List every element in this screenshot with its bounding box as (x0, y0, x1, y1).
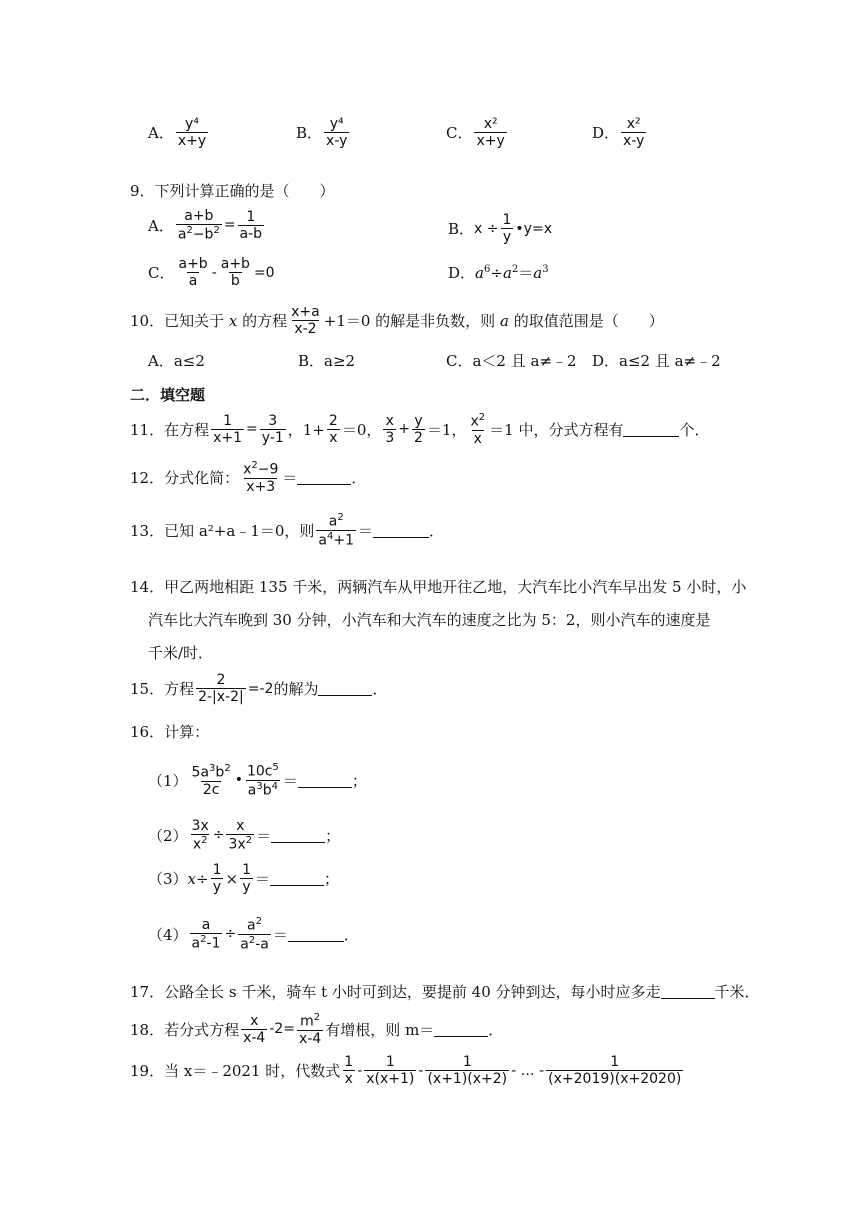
q10-option-b: B．a≥2 (298, 352, 356, 370)
q11: 11．在方程 $\frac{1}{x+1}$ = $\frac{3}{y-1}$ ，1+ $\frac{2}{x}$ ＝0， $\frac{x}{3}$ + $\frac{y}{2}$ ＝1， $\frac{x^2}{x}$ ＝1 中，分式方程有 个． (130, 412, 710, 447)
q8-options (148, 116, 648, 149)
q9-option-c: C． $\frac{a+b}{a}$ - $\frac{a+b}{b}$ =0 (148, 256, 275, 290)
q8-option-a: A． $\frac{\text{y⁴}}{x+y}$ (148, 116, 207, 150)
q17: 17．公路全长 s 千米，骑车 t 小时可到达，要提前 40 分钟到达，每小时应多走 千米． (130, 983, 760, 1001)
q16-part4: （4） $\frac{a}{a^2-1}$ ÷ $\frac{a^2}{a^2-a}$ ＝ ． (148, 916, 359, 953)
q12-answer-blank[interactable] (297, 470, 351, 485)
q10-options (148, 350, 721, 371)
q8-option-b: B． $\frac{\text{y⁴}}{x-y}$ (296, 116, 348, 150)
q17-answer-blank[interactable] (661, 984, 715, 999)
q16-part2: （2） $\frac{3x}{x^2}$ ÷ $\frac{x}{3x^2}$ ＝ ； (148, 818, 341, 853)
q13: 13．已知 a²+a﹣1＝0，则 $\frac{a^2}{a^4+1}$ ＝ ． (130, 512, 445, 549)
q8-option-d: D． $\frac{\text{x²}}{x-y}$ (592, 116, 645, 150)
q16-part3: （3） x÷ $\frac{1}{y}$ × $\frac{1}{y}$ ＝ ； (148, 862, 340, 896)
q14-line1: 14．甲乙两地相距 135 千米，两辆汽车从甲地开往乙地，大汽车比小汽车早出发 5 小时，小 (130, 578, 747, 596)
q14-line2: 汽车比大汽车晚到 30 分钟，小汽车和大汽车的速度之比为 5：2，则小汽车的速度是 (148, 611, 711, 629)
q16-part2-blank[interactable] (271, 828, 325, 843)
q11-answer-blank[interactable] (623, 422, 679, 437)
q8-option-c: C． $\frac{\text{x²}}{x+y}$ (446, 116, 505, 150)
q15-answer-blank[interactable] (318, 681, 372, 696)
q10-stem: 10．已知关于 x 的方程 $\frac{x+a}{x-2}$ +1＝0 的解是非负数，则 a 的取值范围是（ ） (130, 304, 664, 338)
q13-answer-blank[interactable] (373, 523, 429, 538)
section-title: 二．填空题 (130, 386, 206, 404)
q10-option-c: C．a＜2 且 a≠﹣2 (446, 352, 577, 370)
q18-answer-blank[interactable] (434, 1022, 488, 1037)
q10-option-d: D．a≤2 且 a≠﹣2 (592, 352, 721, 370)
q10-option-a: A．a≤2 (148, 352, 205, 370)
q16-part3-blank[interactable] (270, 871, 324, 886)
q12: 12．分式化简： $\frac{x^2-9}{x+3}$ ＝ ． (130, 460, 367, 495)
q19: 19．当 x＝﹣2021 时，代数式 $\frac{1}{x}$ - $\frac{1}{x(x+1)}$ - $\frac{1}{(x+1)(x+2)}$ - … - $\frac{1}{(x+2019)(x+2020)}$ (130, 1054, 682, 1088)
q9-stem: 9．下列计算正确的是（ ） (130, 182, 335, 200)
q9-option-a: A． $\frac{a+b}{a^2-b^2}$ = $\frac{1}{a-b}$ (148, 208, 263, 243)
q16-stem: 16．计算： (130, 723, 210, 741)
q14-line3: 千米/时． (148, 644, 214, 662)
q15: 15．方程 $\frac{2}{2-|x-2|}$ =-2 的解为 ． (130, 672, 388, 706)
q16-part1: （1） $\frac{5a^3b^2}{2c}$ • $\frac{10c^5}{a^3b^4}$ ＝ ； (148, 762, 367, 799)
q16-part4-blank[interactable] (288, 927, 344, 942)
q9-option-d: D． $a^6\div a^2=a^3$ (448, 264, 549, 282)
q18: 18．若分式方程 $\frac{x}{x-4}$ -2= $\frac{m^2}{x-4}$ 有增根，则 m＝ ． (130, 1012, 504, 1047)
q16-part1-blank[interactable] (298, 773, 352, 788)
q9-option-b: B． x ÷ $\frac{1}{y}$ •y=x (448, 212, 552, 246)
